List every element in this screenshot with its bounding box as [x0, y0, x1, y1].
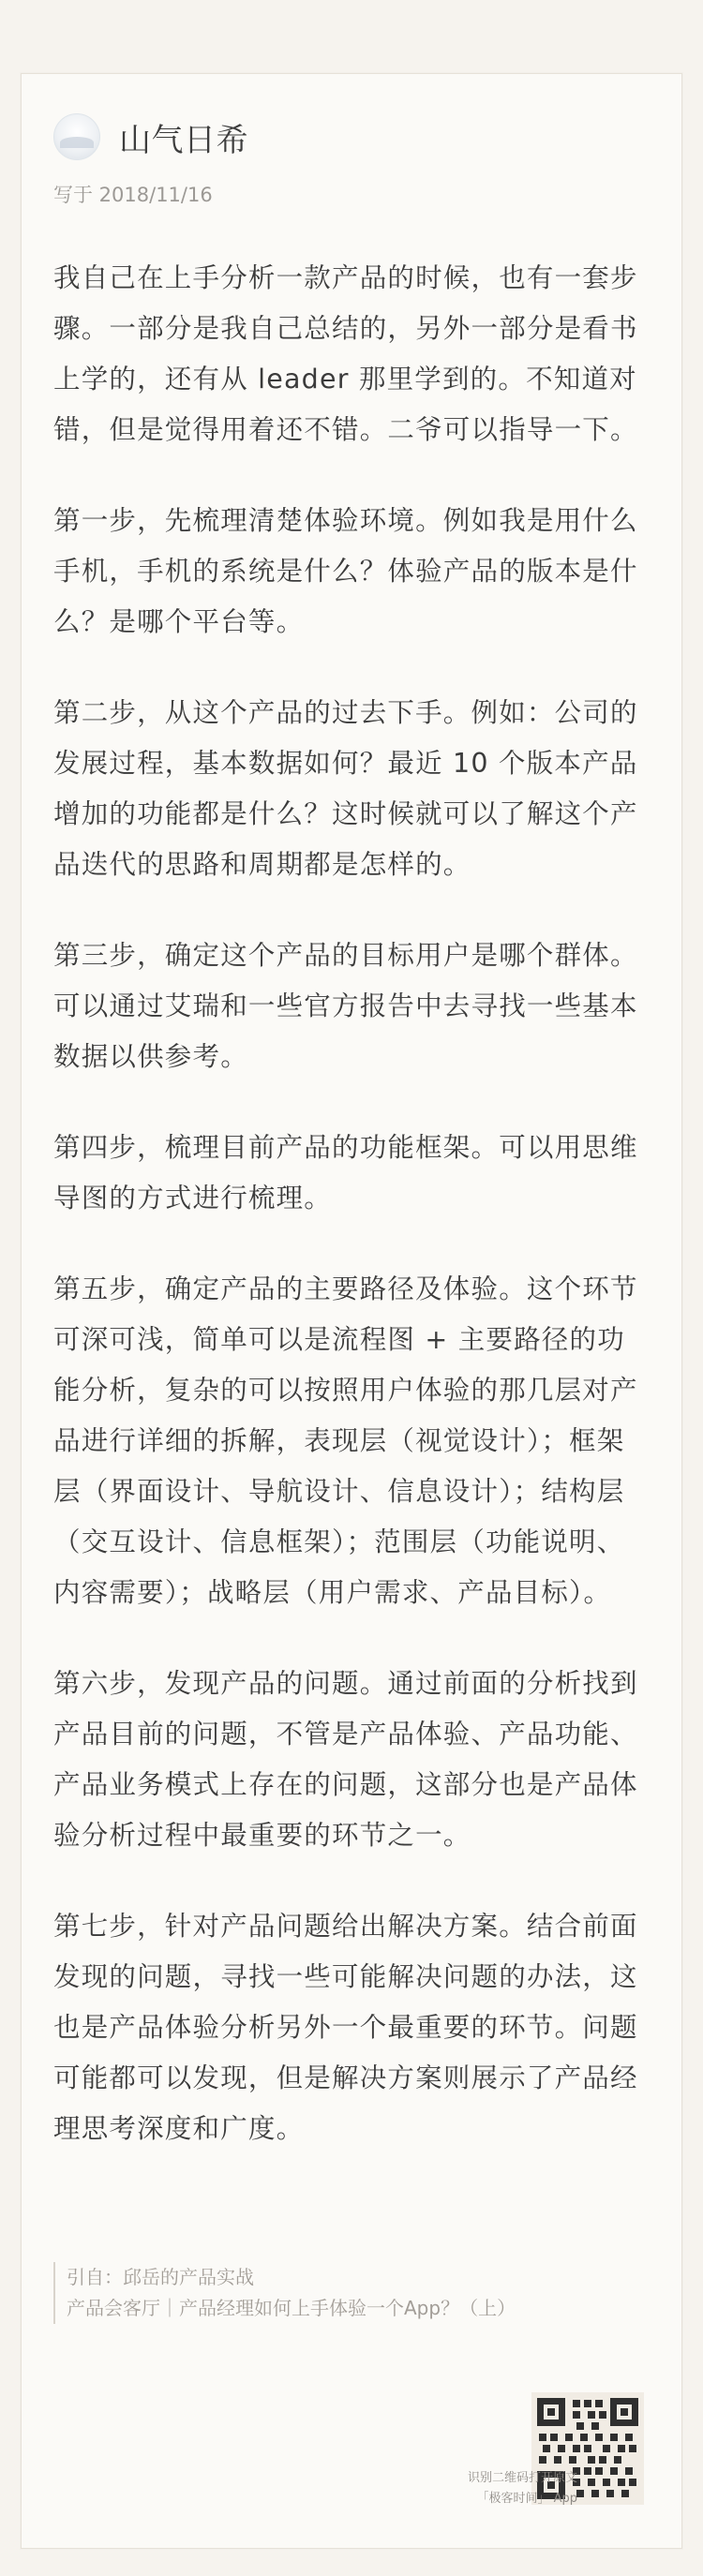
article-paragraph-8: 第七步，针对产品问题给出解决方案。结合前面发现的问题，寻找一些可能解决问题的办法，这也是产品体验分析另外一个最重要的环节。问题可能都可以发现，但是解决方案则展示了产品经理思考深度和广度。 [53, 1911, 638, 2144]
publish-date: 写于 2018/11/16 [53, 184, 213, 206]
article-paragraph-7: 第六步，发现产品的问题。通过前面的分析找到产品目前的问题，不管是产品体验、产品功能、产品业务模式上存在的问题，这部分也是产品体验分析过程中最重要的环节之一。 [53, 1668, 638, 1851]
author-header [53, 111, 248, 163]
article-body [53, 253, 644, 2195]
article-paragraph-5: 第四步，梳理目前产品的功能框架。可以用思维导图的方式进行梳理。 [53, 1132, 638, 1214]
quote-source-line-1: 引自：邱岳的产品实战 [67, 2266, 254, 2288]
article-paragraph-1: 我自己在上手分析一款产品的时候，也有一套步骤。一部分是我自己总结的，另外一部分是看书上学的，还有从 leader 那里学到的。不知道对错，但是觉得用着还不错。二爷可以指导一下。 [53, 262, 638, 445]
qr-caption-primary: 识别二维码打开原文 [467, 2471, 577, 2485]
author-name: 山气日希 [119, 121, 248, 159]
qr-caption-secondary: 「极客时间」 App [476, 2492, 577, 2506]
quote-source-line-2: 产品会客厅｜产品经理如何上手体验一个App？（上） [67, 2297, 516, 2319]
article-paragraph-3: 第二步，从这个产品的过去下手。例如：公司的发展过程，基本数据如何？最近 10 个版本产品增加的功能都是什么？这时候就可以了解这个产品迭代的思路和周期都是怎样的。 [53, 697, 638, 880]
article-paragraph-4: 第三步，确定这个产品的目标用户是哪个群体。可以通过艾瑞和一些官方报告中去寻找一些基本数据以供参考。 [53, 940, 638, 1072]
article-paragraph-2: 第一步，先梳理清楚体验环境。例如我是用什么手机，手机的系统是什么？体验产品的版本是什么？是哪个平台等。 [53, 505, 638, 637]
avatar [53, 113, 100, 160]
article-paragraph-6: 第五步，确定产品的主要路径及体验。这个环节可深可浅，简单可以是流程图 + 主要路径的功能分析，复杂的可以按照用户体验的那几层对产品进行详细的拆解，表现层（视觉设计）；框架层（界面设计、导航设计、信息设计）；结构层（交互设计、信息框架）；范围层（功能说明、内容需要）；战略层（用户需求、产品目标）。 [53, 1273, 638, 1608]
source-quote [53, 2262, 648, 2324]
